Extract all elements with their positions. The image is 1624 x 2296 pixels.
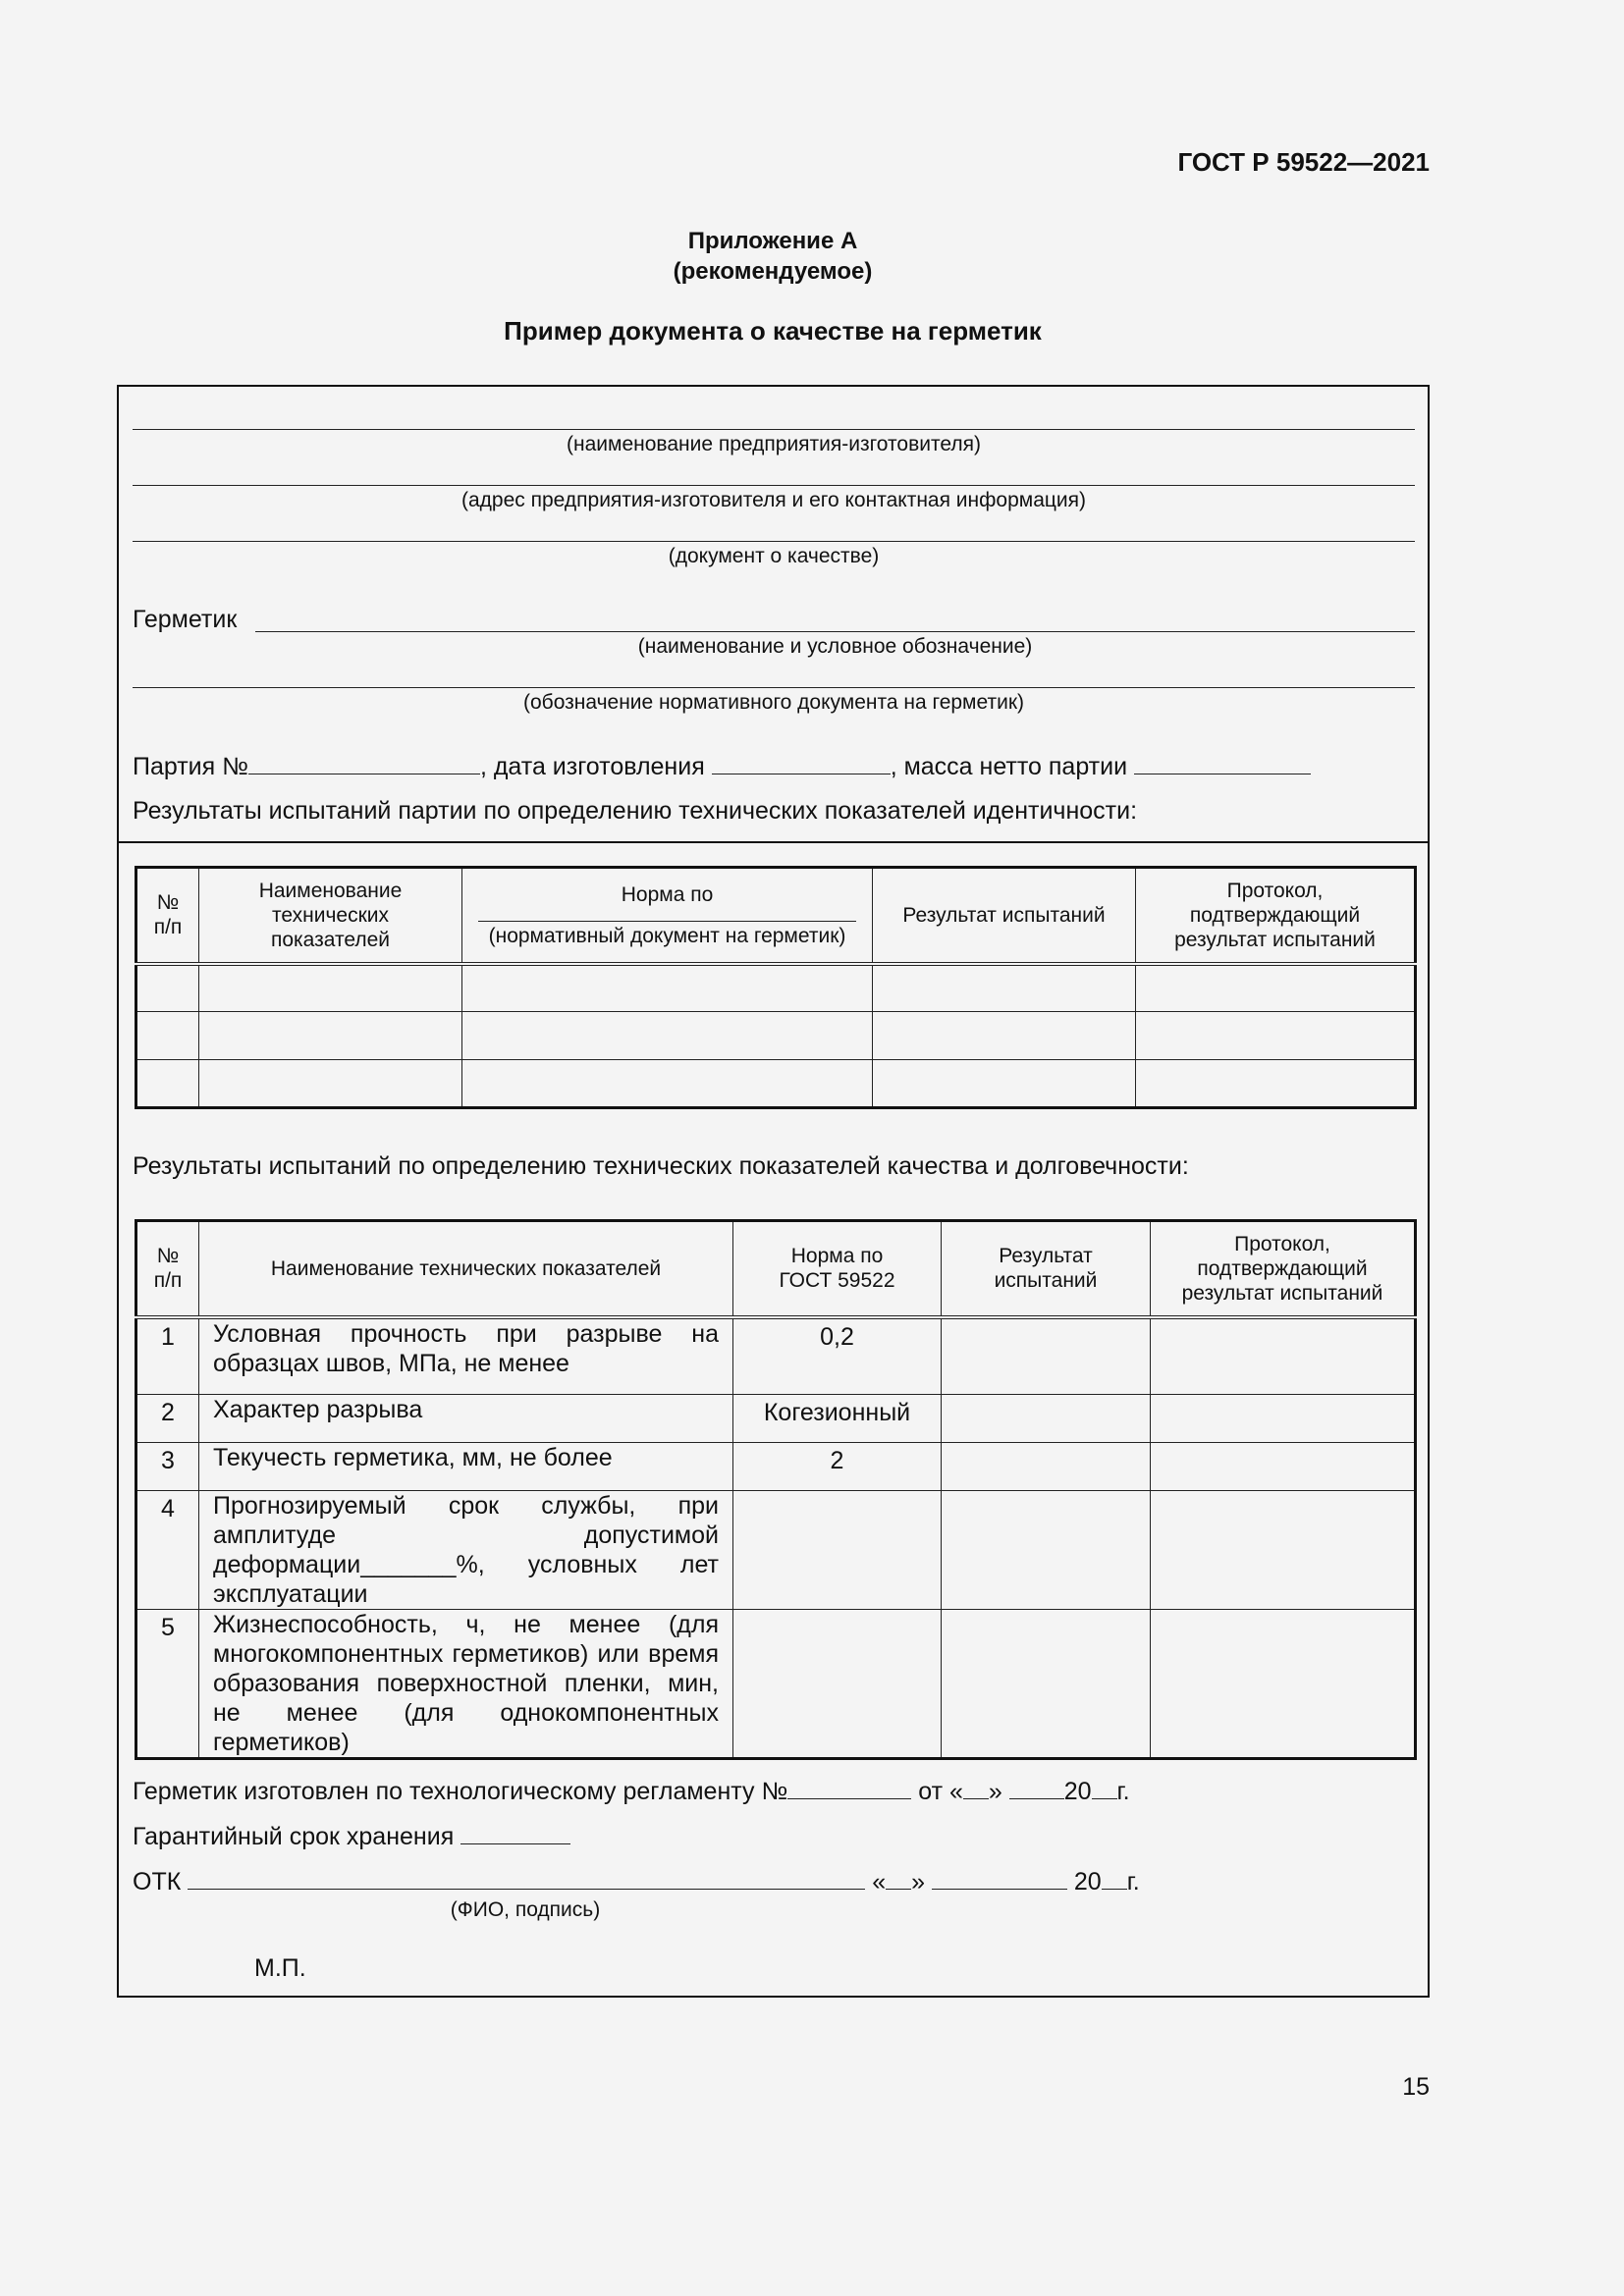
col-num-header: № п/п [136,868,199,964]
normdoc-line[interactable] [133,687,1415,688]
mass-label: , масса нетто партии [890,753,1128,780]
col-name-header: Наименование технических показателей [199,1221,733,1317]
row-num: 3 [136,1443,199,1491]
guarantee-line [133,1823,570,1851]
document-title: Пример документа о качестве на герметик [504,316,1042,346]
row-result[interactable] [942,1491,1151,1610]
col-num-header: № п/п [136,1221,199,1317]
batch-line [133,753,1311,781]
table-cell[interactable] [199,1060,462,1108]
address-caption: (адрес предприятия-изготовителя и его контактная информация) [461,489,1086,511]
stamp-place: М.П. [254,1954,306,1982]
row-norm: Когезионный [733,1395,942,1443]
manufacturer-line[interactable] [133,429,1415,430]
row-name: Условная прочность при разрыве на образцах швов, МПа, не менее [199,1317,733,1395]
table-row [136,1491,1416,1610]
batch-number-field[interactable] [248,754,480,774]
section-divider [117,841,1430,843]
row-result[interactable] [942,1317,1151,1395]
table-cell[interactable] [462,1060,873,1108]
table-cell[interactable] [873,964,1136,1012]
guarantee-label: Гарантийный срок хранения [133,1823,455,1850]
identity-table [135,866,1417,1109]
row-name: Жизнеспособность, ч, не менее (для многокомпонентных герметиков) или время образования поверхностной пленки, мин, не менее (для однокомпонентных герметиков) [199,1610,733,1759]
row-norm [733,1491,942,1610]
otk-year-prefix: 20 [1073,1868,1102,1896]
col-result-header: Результат испытаний [873,868,1136,964]
row-protocol[interactable] [1151,1317,1416,1395]
col-protocol-header: Протокол, подтверждающий результат испытаний [1151,1221,1416,1317]
batch-label: Партия № [133,753,248,780]
table-cell[interactable] [1136,964,1416,1012]
quality-table [135,1219,1417,1760]
row-protocol[interactable] [1151,1491,1416,1610]
row-num: 5 [136,1610,199,1759]
table-cell[interactable] [136,1012,199,1060]
regulation-number-field[interactable] [787,1779,911,1799]
address-line[interactable] [133,485,1415,486]
standard-number: ГОСТ Р 59522—2021 [1177,147,1430,177]
normdoc-caption: (обозначение нормативного документа на герметик) [523,691,1024,714]
table-cell[interactable] [462,964,873,1012]
sealant-name-caption: (наименование и условное обозначение) [637,635,1033,658]
otk-label: ОТК [133,1868,182,1896]
table-cell[interactable] [873,1012,1136,1060]
table-cell[interactable] [1136,1012,1416,1060]
regulation-label: Герметик изготовлен по технологическому регламенту № [133,1778,788,1805]
row-num: 1 [136,1317,199,1395]
document-caption: (документ о качестве) [668,545,880,567]
row-name: Характер разрыва [199,1395,733,1443]
quality-results-text: Результаты испытаний по определению технических показателей качества и долговечности: [133,1152,1189,1180]
otk-year-field[interactable] [1102,1869,1127,1890]
otk-signature-field[interactable] [188,1869,865,1890]
mass-field[interactable] [1134,754,1311,774]
date-label: , дата изготовления [479,753,705,780]
month-field[interactable] [1009,1779,1064,1799]
sealant-name-line[interactable] [255,631,1415,632]
otk-day-field[interactable] [886,1869,911,1890]
row-result[interactable] [942,1395,1151,1443]
otk-year-suffix: г. [1126,1868,1140,1896]
year-prefix: 20 [1063,1778,1092,1805]
col-protocol-header: Протокол, подтверждающий результат испытаний [1136,868,1416,964]
row-num: 2 [136,1395,199,1443]
fio-caption: (ФИО, подпись) [450,1898,601,1921]
row-norm: 0,2 [733,1317,942,1395]
otk-line: ОТК « » 20 г. [133,1868,1140,1896]
row-protocol[interactable] [1151,1395,1416,1443]
col-result-header: Результат испытаний [942,1221,1151,1317]
table-cell[interactable] [136,1060,199,1108]
table-row [136,1395,1416,1443]
year-suffix: г. [1116,1778,1130,1805]
otk-month-field[interactable] [932,1869,1067,1890]
row-norm [733,1610,942,1759]
identity-results-text: Результаты испытаний партии по определению технических показателей идентичности: [133,797,1138,825]
col-norm-header: Норма по ГОСТ 59522 [733,1221,942,1317]
norm-blank-line[interactable] [478,921,856,922]
manufacturer-caption: (наименование предприятия-изготовителя) [567,433,981,455]
appendix-status: (рекомендуемое) [673,258,873,285]
from-label: от « [918,1778,963,1805]
table-cell[interactable] [462,1012,873,1060]
row-result[interactable] [942,1443,1151,1491]
table-cell[interactable] [1136,1060,1416,1108]
day-field[interactable] [963,1779,989,1799]
norm-title: Норма по [621,882,714,906]
row-name: Текучесть герметика, мм, не более [199,1443,733,1491]
table-cell[interactable] [199,964,462,1012]
page-number: 15 [1402,2073,1430,2101]
norm-doc-caption: (нормативный документ на герметик) [488,924,846,947]
quote-close: » [988,1778,1002,1805]
appendix-title: Приложение А [687,228,858,254]
table-row [136,1012,1416,1060]
table-row [136,1610,1416,1759]
table-row [136,964,1416,1012]
otk-quote-close: » [911,1868,925,1896]
table-row [136,1060,1416,1108]
table-row [136,1317,1416,1395]
row-protocol[interactable] [1151,1443,1416,1491]
table-cell[interactable] [199,1012,462,1060]
regulation-line [133,1778,1130,1806]
table-row [136,1443,1416,1491]
document-line[interactable] [133,541,1415,542]
row-protocol[interactable] [1151,1610,1416,1759]
date-field[interactable] [712,754,891,774]
year-field[interactable] [1092,1779,1117,1799]
col-norm-header [462,868,873,964]
row-result[interactable] [942,1610,1151,1759]
table-cell[interactable] [136,964,199,1012]
row-norm: 2 [733,1443,942,1491]
col-name-header: Наименование технических показателей [199,868,462,964]
row-name: Прогнозируемый срок службы, при амплитуде допустимой деформации_______%, условных лет эксплуатации [199,1491,733,1610]
appendix-heading [0,226,1545,287]
table-cell[interactable] [873,1060,1136,1108]
row-num: 4 [136,1491,199,1610]
guarantee-field[interactable] [460,1824,570,1844]
sealant-label: Герметик [133,606,238,633]
